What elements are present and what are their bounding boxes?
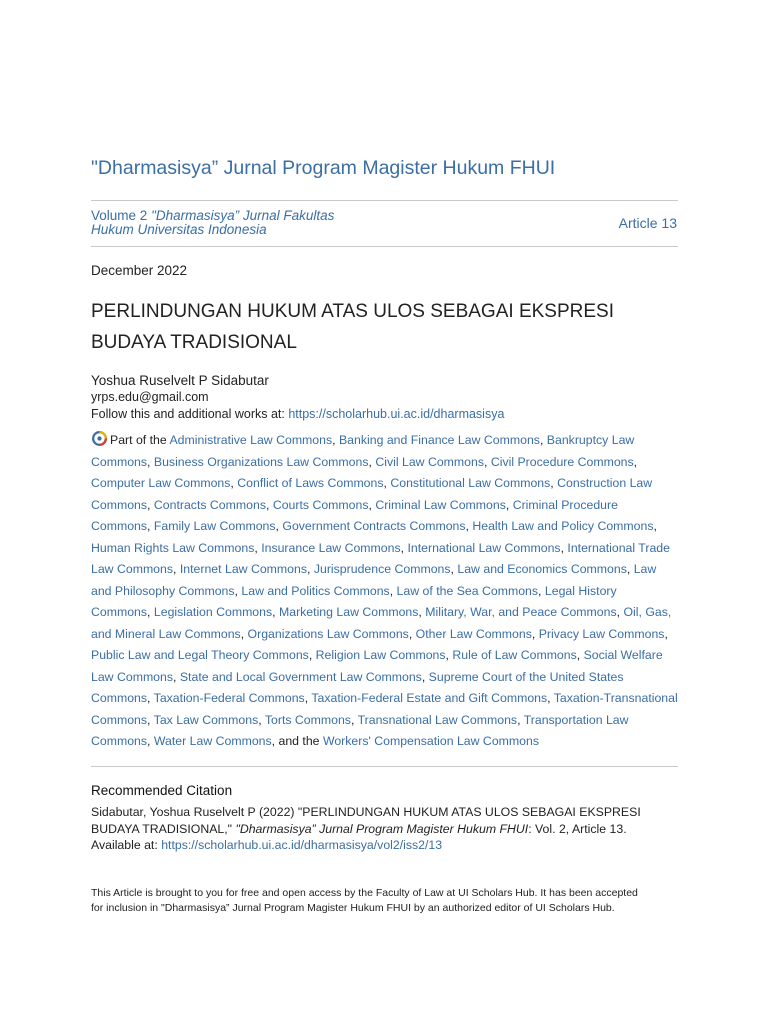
commons-link[interactable]: Construction Law Commons (91, 476, 653, 512)
list-separator: , (538, 583, 545, 598)
list-separator: , (576, 648, 584, 662)
commons-network-icon (91, 430, 108, 447)
commons-link[interactable]: Banking and Finance Law Commons (338, 433, 540, 447)
list-separator: , (254, 540, 262, 555)
commons-link[interactable]: Privacy Law Commons (538, 626, 665, 641)
list-separator: , (531, 626, 539, 641)
commons-link[interactable]: Family Law Commons (153, 519, 276, 533)
author-email: yrps.edu@gmail.com (91, 390, 209, 404)
follow-line (91, 407, 504, 421)
list-separator: , (450, 562, 458, 576)
commons-link[interactable]: Government Contracts Commons (282, 519, 466, 533)
list-separator: , (517, 712, 524, 727)
commons-link[interactable]: Law and Economics Commons (457, 562, 627, 576)
commons-link[interactable]: Transportation Law Commons (91, 712, 629, 748)
commons-link[interactable]: Taxation-Federal Commons (153, 691, 305, 705)
list-separator: , (664, 626, 668, 641)
commons-link[interactable]: Courts Commons (272, 497, 369, 512)
divider (91, 766, 678, 767)
list-separator: , (418, 605, 426, 619)
list-separator: , (258, 712, 265, 727)
commons-link[interactable]: International Law Commons (407, 540, 561, 555)
commons-link[interactable]: International Trade Law Commons (91, 540, 670, 576)
list-separator: , (389, 583, 397, 598)
list-separator: , (173, 562, 180, 576)
commons-link[interactable]: Water Law Commons (153, 734, 272, 748)
list-separator: , (400, 540, 408, 555)
commons-link[interactable]: Religion Law Commons (315, 648, 446, 662)
follow-label: Follow this and additional works at: (91, 407, 289, 421)
commons-link[interactable]: Criminal Procedure Commons (91, 497, 618, 533)
commons-link[interactable]: Oil, Gas, and Mineral Law Commons (91, 605, 672, 641)
commons-link[interactable]: Contracts Commons (153, 497, 266, 512)
commons-link[interactable]: Bankruptcy Law Commons (91, 433, 635, 469)
commons-link[interactable]: Administrative Law Commons (169, 433, 333, 447)
list-separator: , (408, 626, 416, 641)
publication-date: December 2022 (91, 263, 188, 278)
commons-link[interactable]: Business Organizations Law Commons (153, 454, 369, 469)
list-separator: , (383, 476, 391, 490)
available-label: Available at: (91, 838, 162, 852)
list-separator: , (147, 454, 154, 469)
list-separator: , (626, 562, 634, 576)
list-separator: , (173, 669, 180, 684)
divider (91, 246, 678, 247)
list-separator: , (332, 433, 339, 447)
author-name: Yoshua Ruselvelt P Sidabutar (91, 373, 269, 388)
commons-link[interactable]: Transnational Law Commons (357, 712, 518, 727)
commons-link[interactable]: Conflict of Laws Commons (237, 476, 384, 490)
commons-link[interactable]: Taxation-Federal Estate and Gift Commons (311, 691, 548, 705)
commons-link[interactable]: Legal History Commons (91, 583, 617, 619)
commons-link[interactable]: Marketing Law Commons (278, 605, 419, 619)
list-separator: , (539, 433, 547, 447)
commons-link[interactable]: Workers' Compensation Law Commons (322, 734, 539, 748)
list-separator: , (306, 562, 314, 576)
list-separator: , (368, 454, 376, 469)
commons-link[interactable]: Law and Politics Commons (241, 583, 390, 598)
journal-title-link[interactable]: "Dharmasisya” Jurnal Program Magister Hukum FHUI (91, 157, 556, 179)
list-separator: , (265, 497, 273, 512)
list-separator: , (547, 691, 554, 705)
commons-link[interactable]: Criminal Law Commons (375, 497, 506, 512)
citation-text (91, 804, 691, 854)
commons-link[interactable]: Torts Commons (264, 712, 351, 727)
list-separator: , (240, 626, 248, 641)
commons-link[interactable]: Public Law and Legal Theory Commons (91, 648, 309, 662)
commons-link[interactable]: Social Welfare Law Commons (91, 648, 663, 684)
commons-link[interactable]: Law of the Sea Commons (396, 583, 539, 598)
list-separator: , (445, 648, 453, 662)
follow-link[interactable]: https://scholarhub.ui.ac.id/dharmasisya (288, 407, 505, 421)
commons-link[interactable]: Law and Philosophy Commons (91, 562, 657, 598)
list-separator: , (633, 454, 638, 469)
list-separator: , (230, 476, 238, 490)
list-separator: , (653, 519, 657, 533)
list-separator: , (484, 454, 491, 469)
commons-link[interactable]: Civil Procedure Commons (490, 454, 634, 469)
commons-link[interactable]: Military, War, and Peace Commons (425, 605, 617, 619)
commons-link[interactable]: Health Law and Policy Commons (472, 519, 654, 533)
list-separator: , (272, 605, 279, 619)
commons-link[interactable]: Jurisprudence Commons (313, 562, 451, 576)
commons-link[interactable]: Insurance Law Commons (261, 540, 401, 555)
commons-link[interactable]: State and Local Government Law Commons (179, 669, 422, 684)
part-of-commons (91, 430, 679, 753)
list-separator: , (147, 519, 154, 533)
list-separator: , (147, 691, 154, 705)
list-separator: , (147, 712, 154, 727)
volume-info[interactable] (91, 209, 371, 237)
commons-link[interactable]: Supreme Court of the United States Commons (91, 669, 624, 705)
divider (91, 200, 678, 201)
list-separator: , (368, 497, 376, 512)
footer-notice: This Article is brought to you for free and open access by the Faculty of Law at UI Scholars Hub. It has been accepted for inclusion in "Dharmasisya” Jurnal Program Magister Hukum FHUI by an authorized editor of UI Scholars Hub. (91, 887, 638, 914)
citation-suffix: : Vol. 2, Article 13. (528, 821, 627, 836)
list-separator: , (350, 712, 358, 727)
commons-link[interactable]: Taxation-Transnational Commons (91, 691, 678, 727)
commons-link[interactable]: Other Law Commons (415, 626, 532, 641)
list-separator: , and the (271, 734, 323, 748)
citation-journal: "Dharmasisya” Jurnal Program Magister Hukum FHUI (235, 821, 529, 836)
article-number-link[interactable]: Article 13 (618, 215, 677, 231)
list-separator: , (147, 605, 154, 619)
citation-line: Sidabutar, Yoshua Ruselvelt P (2022) "PERLINDUNGAN HUKUM ATAS ULOS SEBAGAI EKSPRESI BUDAYA TRADISIONAL," (91, 805, 641, 836)
list-separator: , (421, 669, 429, 684)
list-separator: , (304, 691, 312, 705)
list-separator: , (465, 519, 473, 533)
list-separator: , (275, 519, 283, 533)
commons-link[interactable]: Human Rights Law Commons (91, 540, 255, 555)
article-title: PERLINDUNGAN HUKUM ATAS ULOS SEBAGAI EKSPRESI BUDAYA TRADISIONAL (91, 301, 614, 353)
list-separator: , (550, 476, 558, 490)
list-separator: , (505, 497, 513, 512)
commons-link[interactable]: Tax Law Commons (153, 712, 259, 727)
list-separator: , (147, 497, 154, 512)
commons-link[interactable]: Computer Law Commons (91, 476, 231, 490)
commons-link[interactable]: Internet Law Commons (179, 562, 307, 576)
list-separator: , (616, 605, 624, 619)
list-separator: , (308, 648, 316, 662)
recommended-citation-heading: Recommended Citation (91, 783, 233, 798)
commons-link[interactable]: Constitutional Law Commons (390, 476, 551, 490)
commons-link[interactable]: Legislation Commons (153, 605, 273, 619)
commons-list (91, 433, 678, 748)
commons-link[interactable]: Organizations Law Commons (247, 626, 409, 641)
volume-number[interactable]: Volume 2 (91, 208, 148, 223)
commons-link[interactable]: Civil Law Commons (375, 454, 484, 469)
list-separator: , (147, 734, 154, 748)
volume-name[interactable]: "Dharmasisya” Jurnal Fakultas Hukum Universitas Indonesia (91, 208, 335, 237)
commons-link[interactable]: Rule of Law Commons (452, 648, 577, 662)
list-separator: , (560, 540, 568, 555)
part-of-prefix: Part of the (110, 433, 170, 447)
list-separator: , (234, 583, 242, 598)
citation-url-link[interactable]: https://scholarhub.ui.ac.id/dharmasisya/vol2/iss2/13 (161, 838, 443, 852)
